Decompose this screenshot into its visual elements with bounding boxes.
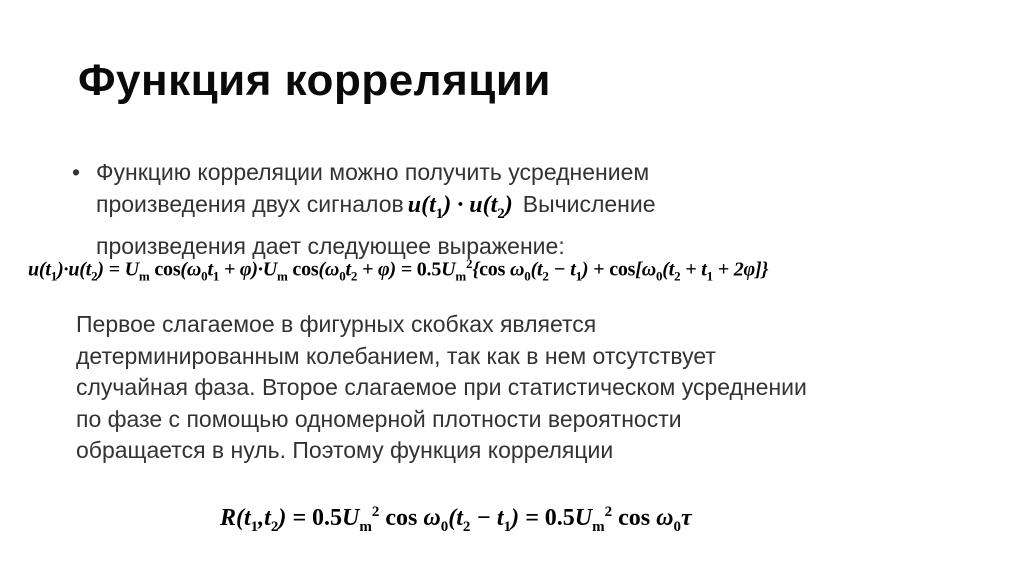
paragraph-line: случайная фаза. Второе слагаемое при статистическом усреднении: [76, 374, 807, 400]
explanation-paragraph: [76, 309, 956, 467]
paragraph-line: по фазе с помощью одномерной плотности вероятности: [76, 405, 682, 432]
inline-formula-product: $u(t_1) \cdot u(t_2)$: [407, 192, 513, 222]
formula-product-expansion: $u(t_1)\cdot u(t_2) = U_m$ $\cos(\omega_0t_1 + \varphi)\cdot U_m$ $\cos(\omega_0t_2 + \varphi) = 0.5U_m^2\{\cos$ $\omega_0(t_2 - t_1) + \cos[\omega_0(t_2 + t_1 + 2\varphi]\}$: [28, 256, 769, 284]
bullet-text: [96, 156, 972, 262]
bullet-list-item: [72, 156, 972, 262]
bullet-line-2-start: произведения двух сигналов: [96, 191, 404, 217]
bullet-line-3: произведения дает следующее выражение:: [96, 232, 565, 259]
formula-correlation-result: $R(t_1,t_2) = 0.5U_m^2$ $\cos \omega_0(t_2 - t_1) = 0.5U_m^2$ $\cos \omega_0\tau$: [220, 504, 692, 535]
paragraph-line: обращается в нуль. Поэтому функция корреляции: [76, 437, 614, 463]
bullet-line-1: Функцию корреляции можно получить усреднением: [96, 159, 650, 185]
bullet-marker: •: [72, 159, 81, 185]
paragraph-line: Первое слагаемое в фигурных скобках является: [76, 311, 597, 337]
paragraph-line: детерминированным колебанием, так как в нем отсутствует: [76, 342, 716, 369]
bullet-line-2-end: Вычисление: [522, 191, 656, 217]
slide-title: Функция корреляции: [78, 56, 551, 105]
